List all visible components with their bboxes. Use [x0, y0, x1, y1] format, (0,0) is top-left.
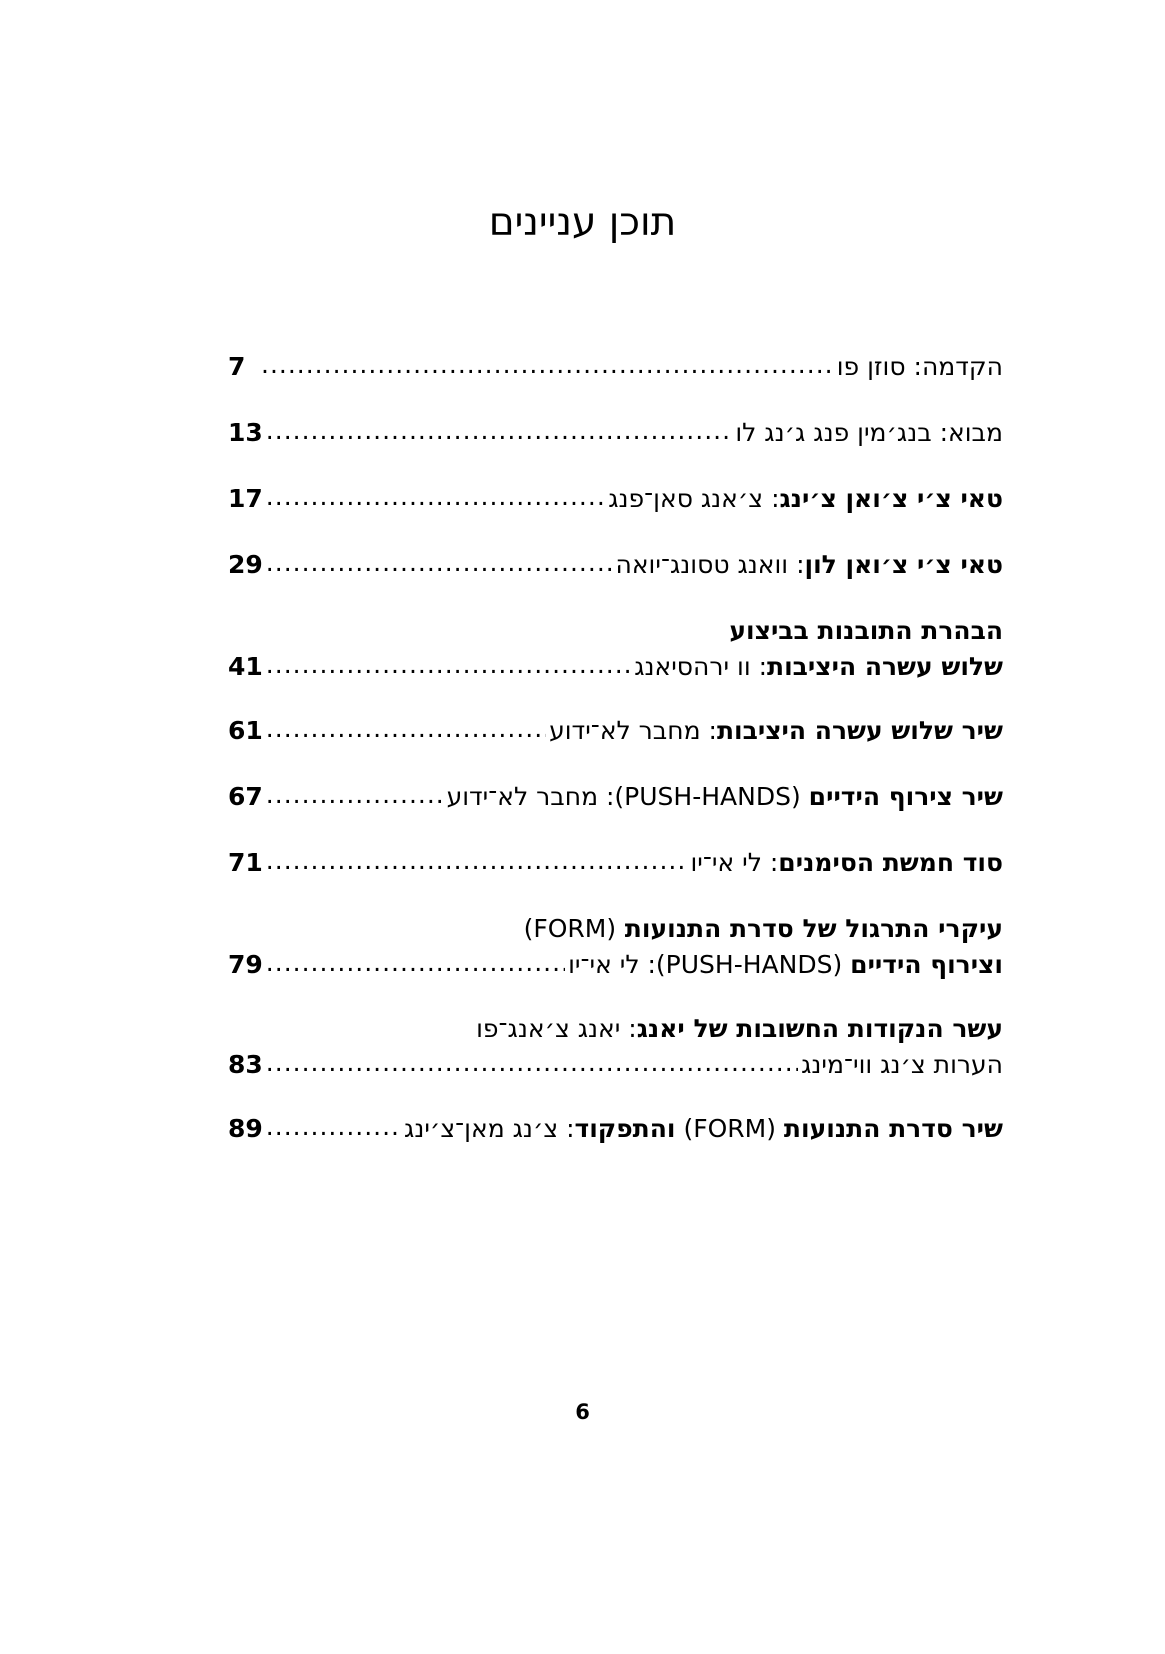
- toc-line: [228, 1048, 1003, 1082]
- dot-leader: [266, 946, 565, 980]
- toc-line: [228, 714, 1003, 748]
- dot-leader: [266, 414, 733, 448]
- toc-entry-title: [634, 650, 1003, 684]
- toc-entry-song-form-function: [228, 1112, 1003, 1146]
- page-title: תוכן עניינים: [488, 200, 677, 245]
- toc-entry-work-title: וצירוף הידיים: [850, 950, 1003, 979]
- toc-section-heading: הבהרת התובנות בביצוע: [729, 616, 1003, 645]
- toc-line: [228, 650, 1003, 684]
- dot-leader: [266, 1110, 401, 1144]
- toc-entry-work-title: שלוש עשרה היציבות: [767, 652, 1003, 681]
- toc-page-number: 13: [228, 418, 263, 447]
- toc-line: [228, 482, 1003, 516]
- toc-entry-preface: [228, 350, 1003, 384]
- toc-entry-song-push-hands: [228, 780, 1003, 814]
- toc-entry-author: : מחבר לא־ידוע: [549, 716, 717, 745]
- toc-entry-author: : וו ירהסיאנג: [634, 652, 767, 681]
- toc-entry-thirteen-postures: [228, 614, 1003, 684]
- dot-leader: [266, 712, 546, 746]
- toc-entry-tai-chi-chuan-lun: [228, 548, 1003, 582]
- toc-heading-text: עיקרי התרגול של סדרת התנועות: [624, 914, 1003, 943]
- toc-entry-title: [447, 780, 1003, 814]
- toc-page-number: 17: [228, 484, 263, 513]
- toc-section-heading: [228, 1012, 1003, 1046]
- toc-heading-author: : יאנג צ׳אנג־פו: [476, 1014, 637, 1043]
- toc-page-number: 79: [228, 950, 263, 979]
- toc-heading-text: עשר הנקודות החשובות של יאנג: [636, 1014, 1003, 1043]
- toc-entry-latin-term: (FORM): [683, 1114, 776, 1143]
- toc-entry-title: [801, 1048, 1003, 1082]
- toc-page-number: 41: [228, 652, 263, 681]
- toc-page-number: 71: [228, 848, 263, 877]
- toc-line: [228, 948, 1003, 982]
- dot-leader: [266, 480, 605, 514]
- toc-line: [228, 846, 1003, 880]
- toc-entry-author: : צ׳אנג סאן־פנג: [608, 484, 780, 513]
- toc-entry-latin-term: (PUSH-HANDS): [655, 950, 843, 979]
- toc-entry-title: [616, 548, 1004, 582]
- toc-page-number: 89: [228, 1114, 263, 1143]
- toc-page-number: 29: [228, 550, 263, 579]
- toc-entry-work-title: סוד חמשת הסימנים: [778, 848, 1003, 877]
- toc-page-number: 61: [228, 716, 263, 745]
- toc-page-number: 67: [228, 782, 263, 811]
- toc-entry-ten-important-points: [228, 1012, 1003, 1082]
- toc-entry-author: : לי אי־יו: [690, 848, 779, 877]
- toc-entry-introduction: [228, 416, 1003, 450]
- table-of-contents: [228, 350, 1003, 1178]
- toc-entry-title: [568, 948, 1003, 982]
- dot-leader: [266, 546, 613, 580]
- toc-entry-author: : לי אי־יו: [568, 950, 656, 979]
- toc-entry-practice-principles: [228, 912, 1003, 982]
- toc-entry-work-title: טאי צ׳י צ׳ואן צ׳ינג: [779, 484, 1003, 513]
- toc-entry-work-title: שיר צירוף הידיים: [808, 782, 1003, 811]
- toc-entry-work-title: שיר שלוש עשרה היציבות: [716, 716, 1003, 745]
- toc-entry-title: [608, 482, 1003, 516]
- toc-line: [228, 350, 1003, 384]
- dot-leader: [266, 648, 631, 682]
- toc-entry-work-title: שיר סדרת התנועות: [783, 1114, 1003, 1143]
- toc-heading-latin-term: (FORM): [523, 914, 617, 943]
- toc-entry-tai-chi-chuan-ching: [228, 482, 1003, 516]
- toc-entry-five-characters: [228, 846, 1003, 880]
- toc-line: [228, 548, 1003, 582]
- toc-entry-title: [690, 846, 1003, 880]
- page-number-footer: 6: [575, 1400, 590, 1424]
- toc-entry-author: : וואנג טסונג־יואה: [615, 550, 805, 579]
- dot-leader: [266, 778, 444, 812]
- dot-leader: [266, 844, 688, 878]
- toc-line: [228, 416, 1003, 450]
- toc-entry-title: [549, 714, 1003, 748]
- toc-entry-author: : צ׳נג מאן־צ׳ינג: [404, 1114, 575, 1143]
- toc-line: [228, 1112, 1003, 1146]
- toc-section-heading: [228, 912, 1003, 946]
- dot-leader: [266, 1046, 798, 1080]
- toc-entry-author: הערות צ׳נג ווי־מינג: [801, 1050, 1003, 1079]
- toc-entry-work-title: טאי צ׳י צ׳ואן לון: [804, 550, 1003, 579]
- dot-leader: [261, 348, 834, 382]
- toc-entry-author: : מחבר לא־ידוע: [446, 782, 615, 811]
- toc-entry-title: [837, 350, 1003, 384]
- toc-entry-author: הקדמה: סוזן פו: [836, 352, 1003, 381]
- toc-entry-author: מבוא: בנג׳מין פנג ג׳נג לו: [735, 418, 1003, 447]
- toc-entry-title: [404, 1112, 1003, 1146]
- toc-entry-title: [735, 416, 1003, 450]
- toc-entry-song-thirteen-postures: [228, 714, 1003, 748]
- toc-entry-work-title-cont: והתפקוד: [574, 1114, 676, 1143]
- toc-page-number: 7: [228, 352, 246, 381]
- toc-line: [228, 780, 1003, 814]
- toc-entry-latin-term: (PUSH-HANDS): [614, 782, 801, 811]
- toc-page-number: 83: [228, 1050, 263, 1079]
